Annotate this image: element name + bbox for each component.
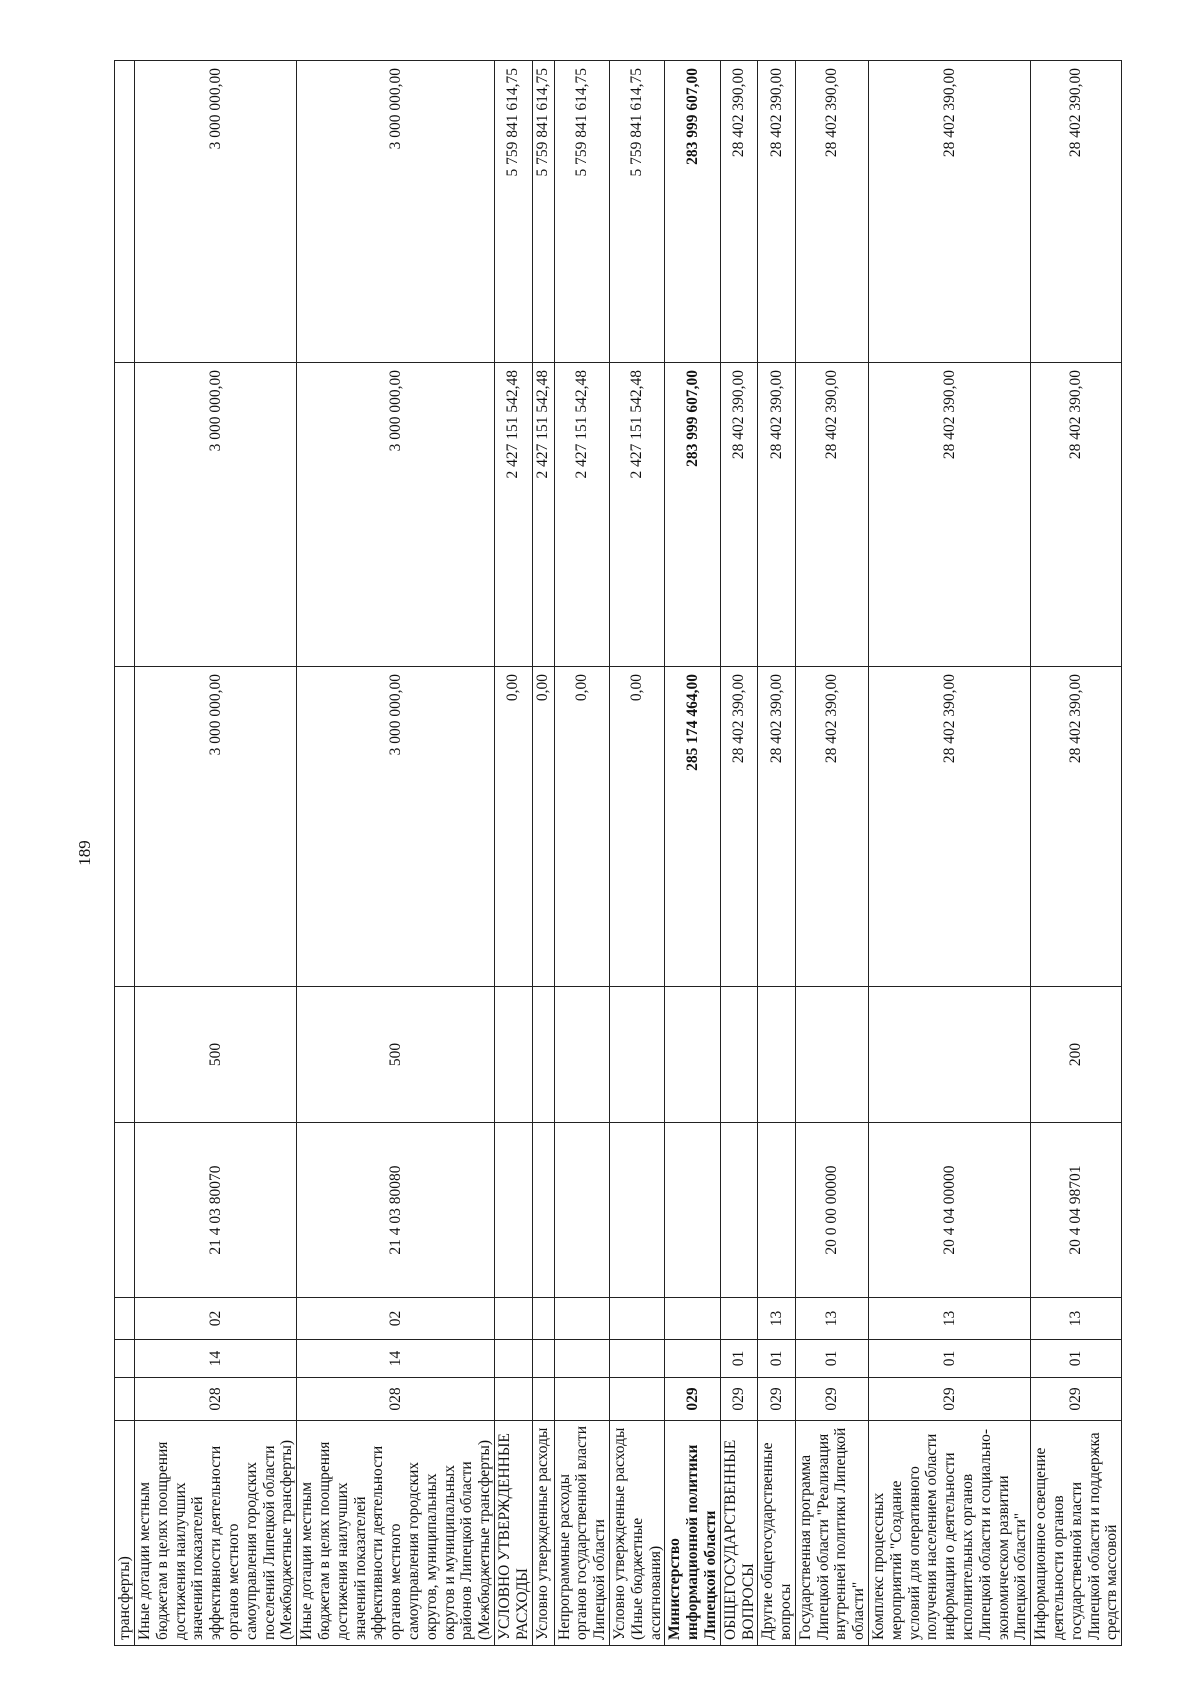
table-row xyxy=(869,61,1031,1646)
amount-year3-cell: 28 402 390,00 xyxy=(758,61,796,363)
pr-code-cell xyxy=(609,1298,664,1340)
amount-year3-cell: 5 759 841 614,75 xyxy=(554,61,609,363)
csr-code-cell xyxy=(494,1123,532,1298)
rotated-table-content xyxy=(114,61,1121,1646)
gr-code-cell xyxy=(609,1378,664,1421)
gr-code-cell: 029 xyxy=(795,1378,868,1421)
vr-code-cell xyxy=(720,987,758,1123)
row-name-cell: Комплекс процессных мероприятий "Создание условий для оперативного получения населением области информации о деятельности исполнительных органов Липецкой области и социально-экономическом развитии Липецкой области" xyxy=(869,1421,1031,1646)
gr-code-cell: 028 xyxy=(297,1378,495,1421)
rz-code-cell: 01 xyxy=(795,1340,868,1378)
table-row xyxy=(554,61,609,1646)
amount-year2-cell: 28 402 390,00 xyxy=(1031,363,1122,667)
amount-year1-cell: 28 402 390,00 xyxy=(869,667,1031,987)
csr-code-cell xyxy=(665,1123,720,1298)
pr-code-cell: 13 xyxy=(869,1298,1031,1340)
table-row xyxy=(665,61,720,1646)
amount-year2-cell: 283 999 607,00 xyxy=(665,363,720,667)
amount-year3-cell: 3 000 000,00 xyxy=(135,61,297,363)
amount-year1-cell: 3 000 000,00 xyxy=(297,667,495,987)
csr-code-cell xyxy=(758,1123,796,1298)
amount-year2-cell: 28 402 390,00 xyxy=(795,363,868,667)
gr-code-cell: 029 xyxy=(720,1378,758,1421)
row-name-cell: Непрограммные расходы органов государственной власти Липецкой области xyxy=(554,1421,609,1646)
gr-code-cell: 029 xyxy=(1031,1378,1122,1421)
row-name-cell: трансферты) xyxy=(115,1421,135,1646)
vr-code-cell: 200 xyxy=(1031,987,1122,1123)
csr-code-cell: 21 4 03 80080 xyxy=(297,1123,495,1298)
amount-year1-cell: 0,00 xyxy=(494,667,532,987)
gr-code-cell: 028 xyxy=(135,1378,297,1421)
amount-year1-cell xyxy=(115,667,135,987)
amount-year2-cell: 28 402 390,00 xyxy=(758,363,796,667)
table-row xyxy=(532,61,554,1646)
row-name-cell: Министерство информационной политики Липецкой области xyxy=(665,1421,720,1646)
amount-year3-cell: 3 000 000,00 xyxy=(297,61,495,363)
vr-code-cell xyxy=(115,987,135,1123)
amount-year1-cell: 0,00 xyxy=(609,667,664,987)
gr-code-cell xyxy=(115,1378,135,1421)
table-row xyxy=(115,61,135,1646)
row-name-cell: ОБЩЕГОСУДАРСТВЕННЫЕ ВОПРОСЫ xyxy=(720,1421,758,1646)
amount-year3-cell: 283 999 607,00 xyxy=(665,61,720,363)
vr-code-cell xyxy=(554,987,609,1123)
amount-year1-cell: 28 402 390,00 xyxy=(720,667,758,987)
pr-code-cell xyxy=(665,1298,720,1340)
amount-year3-cell: 28 402 390,00 xyxy=(795,61,868,363)
table-row xyxy=(135,61,297,1646)
amount-year3-cell: 28 402 390,00 xyxy=(869,61,1031,363)
table-row xyxy=(720,61,758,1646)
table-row xyxy=(494,61,532,1646)
rz-code-cell xyxy=(554,1340,609,1378)
csr-code-cell xyxy=(609,1123,664,1298)
amount-year1-cell: 0,00 xyxy=(554,667,609,987)
rz-code-cell xyxy=(494,1340,532,1378)
pr-code-cell xyxy=(532,1298,554,1340)
pr-code-cell: 13 xyxy=(1031,1298,1122,1340)
gr-code-cell xyxy=(532,1378,554,1421)
row-name-cell: УСЛОВНО УТВЕРЖДЕННЫЕ РАСХОДЫ xyxy=(494,1421,532,1646)
pr-code-cell xyxy=(115,1298,135,1340)
rz-code-cell xyxy=(532,1340,554,1378)
rz-code-cell: 01 xyxy=(1031,1340,1122,1378)
rz-code-cell xyxy=(665,1340,720,1378)
amount-year1-cell: 285 174 464,00 xyxy=(665,667,720,987)
amount-year2-cell: 28 402 390,00 xyxy=(869,363,1031,667)
rz-code-cell: 01 xyxy=(869,1340,1031,1378)
page-number: 189 xyxy=(75,840,94,866)
vr-code-cell xyxy=(494,987,532,1123)
table-body xyxy=(115,61,1122,1646)
amount-year3-cell: 28 402 390,00 xyxy=(1031,61,1122,363)
table-row xyxy=(297,61,495,1646)
amount-year1-cell: 28 402 390,00 xyxy=(758,667,796,987)
amount-year2-cell: 2 427 151 542,48 xyxy=(532,363,554,667)
amount-year3-cell xyxy=(115,61,135,363)
csr-code-cell: 21 4 03 80070 xyxy=(135,1123,297,1298)
pr-code-cell: 02 xyxy=(297,1298,495,1340)
rz-code-cell: 14 xyxy=(135,1340,297,1378)
vr-code-cell xyxy=(532,987,554,1123)
pr-code-cell xyxy=(554,1298,609,1340)
csr-code-cell: 20 0 00 00000 xyxy=(795,1123,868,1298)
pr-code-cell xyxy=(494,1298,532,1340)
csr-code-cell xyxy=(532,1123,554,1298)
vr-code-cell xyxy=(665,987,720,1123)
rz-code-cell xyxy=(609,1340,664,1378)
gr-code-cell xyxy=(554,1378,609,1421)
amount-year2-cell xyxy=(115,363,135,667)
row-name-cell: Иные дотации местным бюджетам в целях поощрения достижения наилучших значений показателей эффективности деятельности органов местного самоуправления городских округов, муниципальных округов и муниципальных районов Липецкой области (Межбюджетные трансферты) xyxy=(297,1421,495,1646)
amount-year2-cell: 3 000 000,00 xyxy=(297,363,495,667)
gr-code-cell: 029 xyxy=(869,1378,1031,1421)
amount-year1-cell: 28 402 390,00 xyxy=(795,667,868,987)
csr-code-cell: 20 4 04 98701 xyxy=(1031,1123,1122,1298)
pr-code-cell: 13 xyxy=(795,1298,868,1340)
amount-year2-cell: 2 427 151 542,48 xyxy=(494,363,532,667)
csr-code-cell: 20 4 04 00000 xyxy=(869,1123,1031,1298)
pr-code-cell xyxy=(720,1298,758,1340)
amount-year3-cell: 28 402 390,00 xyxy=(720,61,758,363)
amount-year3-cell: 5 759 841 614,75 xyxy=(532,61,554,363)
gr-code-cell: 029 xyxy=(758,1378,796,1421)
pr-code-cell: 02 xyxy=(135,1298,297,1340)
row-name-cell: Государственная программа Липецкой области "Реализация внутренней политики Липецкой области" xyxy=(795,1421,868,1646)
table-row xyxy=(609,61,664,1646)
amount-year2-cell: 2 427 151 542,48 xyxy=(609,363,664,667)
row-name-cell: Иные дотации местным бюджетам в целях поощрения достижения наилучших значений показателей эффективности деятельности органов местного самоуправления городских поселений Липецкой области (Межбюджетные трансферты) xyxy=(135,1421,297,1646)
rz-code-cell: 01 xyxy=(758,1340,796,1378)
vr-code-cell xyxy=(609,987,664,1123)
pr-code-cell: 13 xyxy=(758,1298,796,1340)
amount-year2-cell: 2 427 151 542,48 xyxy=(554,363,609,667)
amount-year3-cell: 5 759 841 614,75 xyxy=(609,61,664,363)
amount-year2-cell: 3 000 000,00 xyxy=(135,363,297,667)
vr-code-cell: 500 xyxy=(297,987,495,1123)
table-row xyxy=(795,61,868,1646)
amount-year1-cell: 3 000 000,00 xyxy=(135,667,297,987)
csr-code-cell xyxy=(115,1123,135,1298)
row-name-cell: Условно утвержденные расходы (Иные бюджетные ассигнования) xyxy=(609,1421,664,1646)
csr-code-cell xyxy=(554,1123,609,1298)
row-name-cell: Условно утвержденные расходы xyxy=(532,1421,554,1646)
amount-year3-cell: 5 759 841 614,75 xyxy=(494,61,532,363)
row-name-cell: Информационное освещение деятельности органов государственной власти Липецкой области и поддержка средств массовой xyxy=(1031,1421,1122,1646)
amount-year2-cell: 28 402 390,00 xyxy=(720,363,758,667)
rz-code-cell xyxy=(115,1340,135,1378)
amount-year1-cell: 0,00 xyxy=(532,667,554,987)
gr-code-cell xyxy=(494,1378,532,1421)
vr-code-cell xyxy=(758,987,796,1123)
vr-code-cell xyxy=(795,987,868,1123)
vr-code-cell xyxy=(869,987,1031,1123)
rz-code-cell: 01 xyxy=(720,1340,758,1378)
rz-code-cell: 14 xyxy=(297,1340,495,1378)
amount-year1-cell: 28 402 390,00 xyxy=(1031,667,1122,987)
budget-table xyxy=(114,60,1122,1646)
rotated-table-frame xyxy=(114,61,1121,1646)
vr-code-cell: 500 xyxy=(135,987,297,1123)
gr-code-cell: 029 xyxy=(665,1378,720,1421)
table-row xyxy=(1031,61,1122,1646)
table-row xyxy=(758,61,796,1646)
row-name-cell: Другие общегосударственные вопросы xyxy=(758,1421,796,1646)
csr-code-cell xyxy=(720,1123,758,1298)
